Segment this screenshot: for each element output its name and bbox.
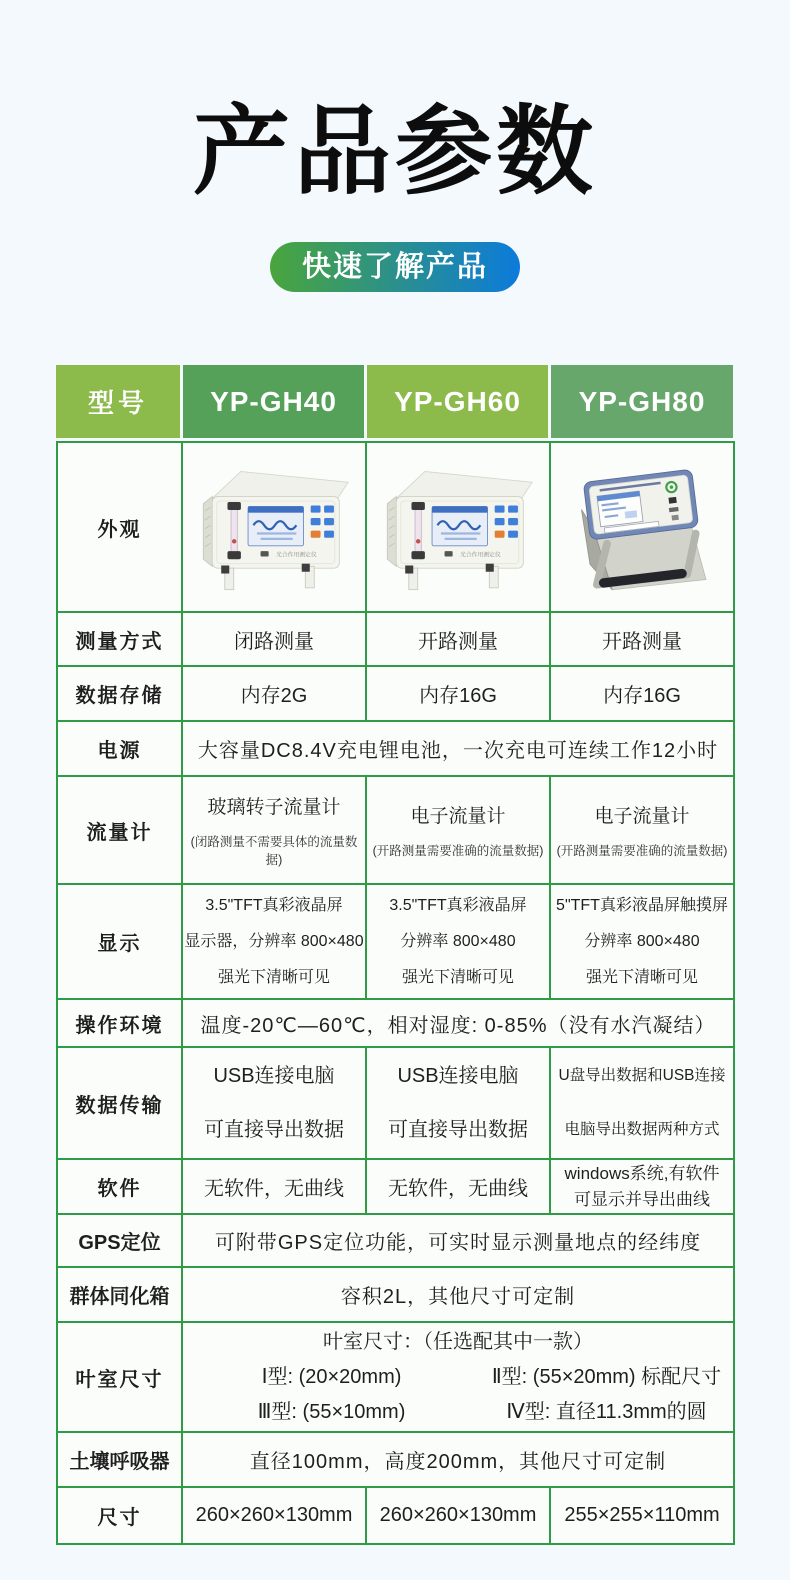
leaf-option-2: Ⅱ型: (55×20mm) 标配尺寸	[491, 1366, 722, 1388]
leaf-option-3: Ⅲ型: (55×10mm)	[257, 1401, 406, 1423]
display-line: 显示器，分辨率 800×480	[184, 932, 364, 950]
device-caption-text: 光合作用测定仪	[276, 552, 317, 559]
row-label-leaf: 叶室尺寸	[57, 1322, 182, 1432]
cell-environment: 温度-20℃—60℃，相对湿度: 0-85%（没有水汽凝结）	[182, 999, 734, 1047]
subtitle-badge: 快速了解产品	[270, 242, 520, 292]
leaf-heading: 叶室尺寸：（任选配其中一款）	[323, 1331, 593, 1353]
row-size	[57, 1487, 734, 1544]
row-label-display: 显示	[57, 884, 182, 999]
row-label-transfer: 数据传输	[57, 1047, 182, 1159]
cell-size-gh80: 255×255×110mm	[550, 1487, 734, 1544]
cell-size-gh40: 260×260×130mm	[182, 1487, 366, 1544]
leaf-option-1: Ⅰ型: (20×20mm)	[261, 1366, 402, 1388]
transfer-line: USB连接电脑	[397, 1065, 519, 1087]
row-flowmeter	[57, 776, 734, 884]
transfer-line: 可直接导出数据	[388, 1119, 528, 1141]
model-header-gh60: YP-GH60	[367, 365, 548, 438]
cell-power: 大容量DC8.4V充电锂电池，一次充电可连续工作12小时	[182, 721, 734, 776]
row-label-storage: 数据存储	[57, 666, 182, 721]
row-label-appearance: 外观	[57, 442, 182, 612]
row-power	[57, 721, 734, 776]
row-display	[57, 884, 734, 999]
cell-measure-gh40: 闭路测量	[182, 612, 366, 666]
cell-display-gh80	[550, 884, 734, 999]
page-title: 产品参数	[193, 99, 597, 206]
display-line: 5"TFT真彩液晶屏触摸屏	[556, 896, 728, 914]
cell-software-gh80	[550, 1159, 734, 1214]
row-label-assimilation: 群体同化箱	[57, 1267, 182, 1322]
cell-storage-gh40: 内存2G	[182, 666, 366, 721]
display-line: 分辨率 800×480	[400, 932, 516, 950]
product-image-gh80	[550, 442, 734, 612]
display-line: 强光下清晰可见	[217, 968, 330, 986]
spec-table-header	[56, 365, 733, 438]
cell-storage-gh60: 内存16G	[366, 666, 550, 721]
flowmeter-type: 电子流量计	[410, 806, 506, 827]
software-line: windows系统,有软件	[564, 1163, 720, 1183]
software-line: 可显示并导出曲线	[574, 1189, 710, 1209]
row-assimilation	[57, 1267, 734, 1322]
flowmeter-note: (开路测量需要准确的流量数据)	[556, 844, 728, 858]
flowmeter-type: 电子流量计	[594, 806, 690, 827]
row-label-gps: GPS定位	[57, 1214, 182, 1267]
row-label-software: 软件	[57, 1159, 182, 1214]
flowmeter-note: (开路测量需要准确的流量数据)	[372, 844, 544, 858]
row-appearance	[57, 442, 734, 612]
cell-flowmeter-gh80	[550, 776, 734, 884]
display-line: 强光下清晰可见	[585, 968, 698, 986]
cell-display-gh60	[366, 884, 550, 999]
row-gps	[57, 1214, 734, 1267]
row-label-size: 尺寸	[57, 1487, 182, 1544]
row-label-soil: 土壤呼吸器	[57, 1432, 182, 1487]
cell-transfer-gh80	[550, 1047, 734, 1159]
row-label-measure: 测量方式	[57, 612, 182, 666]
cell-leaf	[182, 1322, 734, 1432]
display-line: 3.5"TFT真彩液晶屏	[389, 896, 527, 914]
model-label-cell: 型号	[56, 365, 180, 438]
model-header-gh80: YP-GH80	[551, 365, 733, 438]
display-line: 3.5"TFT真彩液晶屏	[205, 896, 343, 914]
row-label-environment: 操作环境	[57, 999, 182, 1047]
desktop-analyzer-illustration	[189, 452, 359, 602]
flowmeter-type: 玻璃转子流量计	[207, 797, 341, 818]
cell-assimilation: 容积2L，其他尺寸可定制	[182, 1267, 734, 1322]
row-transfer	[57, 1047, 734, 1159]
spec-table	[56, 441, 735, 1545]
cell-flowmeter-gh60	[366, 776, 550, 884]
cell-software-gh40: 无软件，无曲线	[182, 1159, 366, 1214]
flowmeter-note: (闭路测量不需要具体的流量数据)	[190, 835, 358, 867]
transfer-line: USB连接电脑	[213, 1065, 335, 1087]
cell-soil: 直径100mm，高度200mm，其他尺寸可定制	[182, 1432, 734, 1487]
cell-size-gh60: 260×260×130mm	[366, 1487, 550, 1544]
cell-gps: 可附带GPS定位功能，可实时显示测量地点的经纬度	[182, 1214, 734, 1267]
cell-transfer-gh60	[366, 1047, 550, 1159]
transfer-line: 可直接导出数据	[204, 1119, 344, 1141]
device-caption-text: 光合作用测定仪	[460, 552, 501, 559]
cell-storage-gh80: 内存16G	[550, 666, 734, 721]
product-image-gh60	[366, 442, 550, 612]
cell-display-gh40	[182, 884, 366, 999]
cell-transfer-gh40	[182, 1047, 366, 1159]
row-software	[57, 1159, 734, 1214]
portable-analyzer-illustration	[561, 455, 723, 600]
display-line: 分辨率 800×480	[584, 932, 700, 950]
row-measure	[57, 612, 734, 666]
row-soil	[57, 1432, 734, 1487]
leaf-options	[183, 1360, 733, 1430]
row-leaf	[57, 1322, 734, 1432]
row-label-flowmeter: 流量计	[57, 776, 182, 884]
row-label-power: 电源	[57, 721, 182, 776]
cell-flowmeter-gh40	[182, 776, 366, 884]
desktop-analyzer-illustration	[373, 452, 543, 602]
model-header-gh40: YP-GH40	[183, 365, 364, 438]
row-environment	[57, 999, 734, 1047]
display-line: 强光下清晰可见	[401, 968, 514, 986]
leaf-option-4: Ⅳ型: 直径11.3mm的圆	[506, 1401, 707, 1423]
transfer-line: U盘导出数据和USB连接	[558, 1067, 726, 1084]
row-storage	[57, 666, 734, 721]
transfer-line: 电脑导出数据两种方式	[564, 1121, 720, 1138]
cell-measure-gh80: 开路测量	[550, 612, 734, 666]
cell-measure-gh60: 开路测量	[366, 612, 550, 666]
cell-software-gh60: 无软件，无曲线	[366, 1159, 550, 1214]
product-image-gh40	[182, 442, 366, 612]
